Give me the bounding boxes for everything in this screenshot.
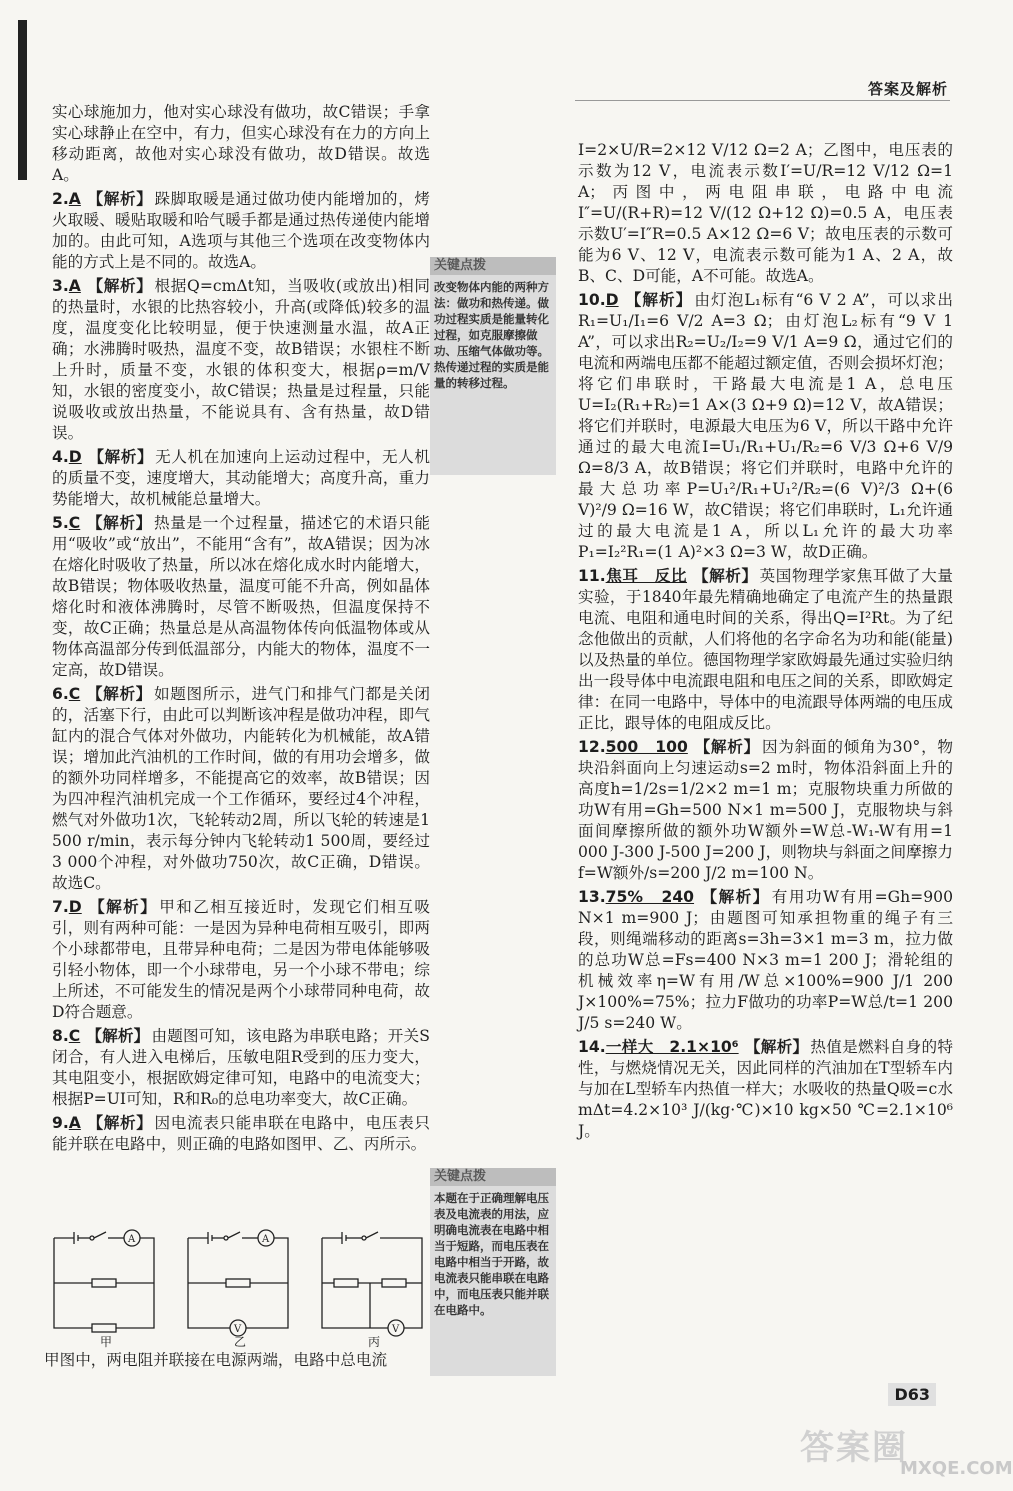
answer-choice: 500 100 <box>605 738 688 756</box>
answer-item <box>52 1113 430 1155</box>
question-number: 10. <box>578 291 606 309</box>
analysis-tag: 【解析】 <box>86 1027 150 1045</box>
key-tip-title: 关键点拨 <box>430 1168 556 1186</box>
explanation-text: 因为斜面的倾角为30°，物块沿斜面向上匀速运动s=2 m时，物体沿斜面上升的高度h=1/2s=1/2×2 m=1 m；克服物块重力所做的功W有用=Gh=500 N×1 m=500 J，克服物块与斜面间摩擦所做的额外功W额外=W总-W₁-W有用=1 000 J-300 J-500 J=200 J，则物块与斜面之间摩擦力f=W额外/s=200 J/2 m=100 N。 <box>578 738 954 882</box>
answer-item <box>578 1037 953 1142</box>
page-binding-mark <box>18 20 27 180</box>
question-number: 2. <box>52 190 69 208</box>
circuit-bing <box>322 1232 422 1336</box>
explanation-text: 由灯泡L₁标有“6 V 2 A”，可以求出R₁=U₁/I₁=6 V/2 A=3 Ω；由灯泡L₂标有“9 V 1 A”，可以求出R₂=U₂/I₂=9 V/1 A=9 Ω，通过它们的电流和两端电压都不能超过额定值，否则会损坏灯泡；将它们串联时，干路最大电流是1 A，总电压U=I₂(R₁+R₂)=1 A×(3 Ω+9 Ω)=12 V，故A错误；将它们并联时，电源最大电压为6 V，所以干路中允许通过的最大电流I=U₁/R₁+U₁/R₂=6 V/3 Ω+6 V/9 Ω=8/3 A，故B错误；将它们并联时，电路中允许的最大总功率P=U₁²/R₁+U₁²/R₂=(6 V)²/3 Ω+(6 V)²/9 Ω=16 W，故C错误；将它们串联时，L₁允许通过的最大电流是1 A，所以L₁允许的最大功率P₁=I₂²R₁=(1 A)²×3 Ω=3 W，故D正确。 <box>578 291 953 561</box>
circuit-label-bing: 丙 <box>368 1335 381 1349</box>
question-number: 12. <box>578 738 606 756</box>
explanation-text: 实心球施加力，他对实心球没有做功，故C错误；手拿实心球静止在空中，有力，但实心球没有在力的方向上移动距离，故他对实心球没有做功，故D错误。故选A。 <box>52 103 430 184</box>
svg-text:A: A <box>128 1234 136 1245</box>
explanation-text: 热值是燃料自身的特性，与燃烧情况无关，因此同样的汽油加在T型轿车内与加在L型轿车内热值一样大；水吸收的热量Q吸=c水mΔt=4.2×10³ J/(kg·℃)×10 kg×50 ℃=2.1×10⁶ J。 <box>578 1038 953 1140</box>
watermark-logo: 答案圈 <box>800 1428 908 1468</box>
answer-item <box>52 189 430 273</box>
analysis-tag: 【解析】 <box>693 738 760 756</box>
answer-choice: 一样大 2.1×10⁶ <box>605 1038 739 1056</box>
question-number: 4. <box>52 448 69 466</box>
answer-choice: D <box>605 291 619 309</box>
circuit-yi <box>188 1230 288 1336</box>
analysis-tag: 【解析】 <box>700 888 770 906</box>
answer-item <box>52 513 430 681</box>
circuit-jia <box>54 1230 154 1332</box>
answer-choice: 75% 240 <box>605 888 695 906</box>
svg-text:V: V <box>234 1324 242 1335</box>
answer-choice: A <box>68 277 81 295</box>
answer-choice: A <box>68 1114 81 1132</box>
explanation-text: 如题图所示，进气门和排气门都是关闭的，活塞下行，由此可以判断该冲程是做功冲程，即气缸内的混合气体对外做功，内能转化为机械能，故A错误；增加此汽油机的工作时间，做的有用功会增多，做的额外功同样增多，不能提高它的效率，故B错误；因为四冲程汽油机完成一个工作循环，要经过4个冲程，燃气对外做功1次，飞轮转动2周，所以飞轮的转速是1 500 r/min，表示每分钟内飞轮转动1 500周，要经过3 000个冲程，对外做功750次，故C正确，D错误。故选C。 <box>52 685 430 892</box>
watermark-url: MXQE.COM <box>900 1458 1013 1479</box>
explanation-text: 热量是一个过程量，描述它的术语只能用“吸收”或“放出”，不能用“含有”，故A错误；因为冰在熔化时吸收了热量，所以冰在熔化成水时内能增大，故B错误；物体吸收热量，温度可能不升高，例如晶体熔化时和液体沸腾时，尽管不断吸热，但温度保持不变，故C正确；热量总是从高温物体传向低温物体或从物体高温部分传到低温部分，内能大的物体，温度不一定高，故D错误。 <box>52 514 430 679</box>
explanation-text: 无人机在加速向上运动过程中，无人机的质量不变，速度增大，其动能增大；高度升高，重力势能增大，故机械能总量增大。 <box>52 448 430 508</box>
explanation-text: 根据Q=cmΔt知，当吸收(或放出)相同的热量时，水银的比热容较小，升高(或降低)较多的温度，温度变化比较明显，便于快速测量水温，故A正确；水沸腾时吸热，温度不变，故B错误；水银柱不断上升时，质量不变，水银的体积变大，根据ρ=m/V知，水银的密度变小，故C错误；热量是过程量，只能说吸收或放出热量，不能说具有、含有热量，故D错误。 <box>52 277 430 442</box>
key-tip-text: 本题在于正确理解电压表及电流表的用法，应明确电流表在电路中相当于短路，而电压表在电路中相当于开路，故电流表只能串联在电路中，而电压表只能并联在电路中。 <box>434 1191 549 1317</box>
explanation-text: 甲和乙相互接近时，发现它们相互吸引，则有两种可能：一是因为异种电荷相互吸引，即两个小球都带电，且带异种电荷；二是因为带电体能够吸引轻小物体，即一个小球带电，另一个小球不带电；综上所述，不可能发生的情况是两个小球带同种电荷，故D符合题意。 <box>52 898 430 1021</box>
answer-choice: D <box>68 898 82 916</box>
key-tip-box-1 <box>430 257 556 475</box>
analysis-tag: 【解析】 <box>86 1114 153 1132</box>
question-number: 7. <box>52 898 69 916</box>
answer-choice: C <box>68 514 81 532</box>
explanation-text: 英国物理学家焦耳做了大量实验，于1840年最先精确地确定了电流产生的热量跟电流、电阻和通电时间的关系，得出Q=I²Rt。为了纪念他做出的贡献，人们将他的名字命名为功和能(能量)以及热量的单位。德国物理学家欧姆最先通过实验归纳出一段导体中电流跟电阻和电压之间的关系，即欧姆定律：在同一电路中，导体中的电流跟导体两端的电压成正比，跟导体的电阻成反比。 <box>578 567 953 732</box>
analysis-tag: 【解析】 <box>87 898 158 916</box>
analysis-tag: 【解析】 <box>86 685 153 703</box>
answer-item <box>52 684 430 894</box>
answer-item <box>52 276 430 444</box>
question-number: 14. <box>578 1038 606 1056</box>
analysis-tag: 【解析】 <box>624 291 693 309</box>
answer-item <box>578 566 953 734</box>
answer-item <box>578 290 953 563</box>
answer-item <box>52 447 430 510</box>
explanation-text: 因电流表只能串联在电路中，电压表只能并联在电路中，则正确的电路如图甲、乙、丙所示。 <box>52 1114 430 1153</box>
analysis-tag: 【解析】 <box>86 190 153 208</box>
answer-choice: C <box>68 685 81 703</box>
answer-choice: 焦耳 反比 <box>605 567 687 585</box>
analysis-tag: 【解析】 <box>86 514 153 532</box>
page-number: D63 <box>888 1383 936 1406</box>
header-rule <box>575 100 950 101</box>
answer-item <box>52 1026 430 1110</box>
key-tip-text: 改变物体内能的两种方法：做功和热传递。做功过程实质是能量转化过程，如克服摩擦做功、压缩气体做功等。热传递过程的实质是能量的转移过程。 <box>434 280 549 390</box>
question-number: 5. <box>52 514 69 532</box>
left-column <box>52 102 430 1370</box>
analysis-tag: 【解析】 <box>744 1038 809 1056</box>
question-number: 6. <box>52 685 69 703</box>
left-bottom-text: 甲图中，两电阻并联接在电源两端，电路中总电流 <box>44 1351 388 1369</box>
svg-text:A: A <box>262 1234 270 1245</box>
analysis-tag: 【解析】 <box>86 277 153 295</box>
explanation-text: 跺脚取暖是通过做功使内能增加的，烤火取暖、暖贴取暖和哈气暖手都是通过热传递使内能增加的。由此可知，A选项与其他三个选项在改变物体内能的方式上是不同的。故选A。 <box>52 190 430 271</box>
explanation-text: 有用功W有用=Gh=900 N×1 m=900 J；由题图可知承担物重的绳子有三段，则绳端移动的距离s=3h=3×1 m=3 m，拉力做的总功W总=Fs=400 N×3 m=1 200 J；滑轮组的机械效率η=W有用/W总×100%=900 J/1 200 J×100%=75%；拉力F做功的功率P=W总/t=1 200 J/5 s=240 W。 <box>578 888 953 1032</box>
key-tip-box-2 <box>430 1168 556 1376</box>
question-number: 11. <box>578 567 606 585</box>
analysis-tag: 【解析】 <box>87 448 154 466</box>
answer-item <box>52 897 430 1023</box>
explanation-text: 由题图可知，该电路为串联电路；开关S闭合，有人进入电梯后，压敏电阻R受到的压力变大，其电阻变小，根据欧姆定律可知，电路中的电流变大；根据P=UI可知，R和R₀的总电功率变大，故C正确。 <box>52 1027 430 1108</box>
page-header-title: 答案及解析 <box>867 80 948 98</box>
svg-text:V: V <box>392 1324 400 1335</box>
question-number: 8. <box>52 1027 69 1045</box>
explanation-text: I=2×U/R=2×12 V/12 Ω=2 A；乙图中，电压表的示数为12 V，电流表示数I′=U/R=12 V/12 Ω=1 A；丙图中，两电阻串联，电路中电流I″=U/(R+R)=12 V/(12 Ω+12 Ω)=0.5 A，电压表示数U′=I″R=0.5 A×12 Ω=6 V；故电压表的示数可能为6 V、12 V，电流表示数可能为1 A、2 A，故B、C、D可能，A不可能。故选A。 <box>578 141 953 285</box>
answer-choice: A <box>68 190 81 208</box>
answer-choice: D <box>68 448 82 466</box>
right-column <box>578 140 953 1390</box>
answer-item <box>578 887 953 1034</box>
analysis-tag: 【解析】 <box>692 567 758 585</box>
answer-item <box>52 102 430 186</box>
answer-item <box>578 140 953 287</box>
question-number: 9. <box>52 1114 69 1132</box>
question-number: 3. <box>52 277 69 295</box>
circuit-diagrams <box>44 1228 428 1348</box>
answer-choice: C <box>68 1027 81 1045</box>
circuit-label-yi: 乙 <box>234 1335 247 1349</box>
circuit-label-jia: 甲 <box>100 1335 113 1349</box>
key-tip-title: 关键点拨 <box>430 257 556 275</box>
question-number: 13. <box>578 888 606 906</box>
answer-item <box>578 737 953 884</box>
